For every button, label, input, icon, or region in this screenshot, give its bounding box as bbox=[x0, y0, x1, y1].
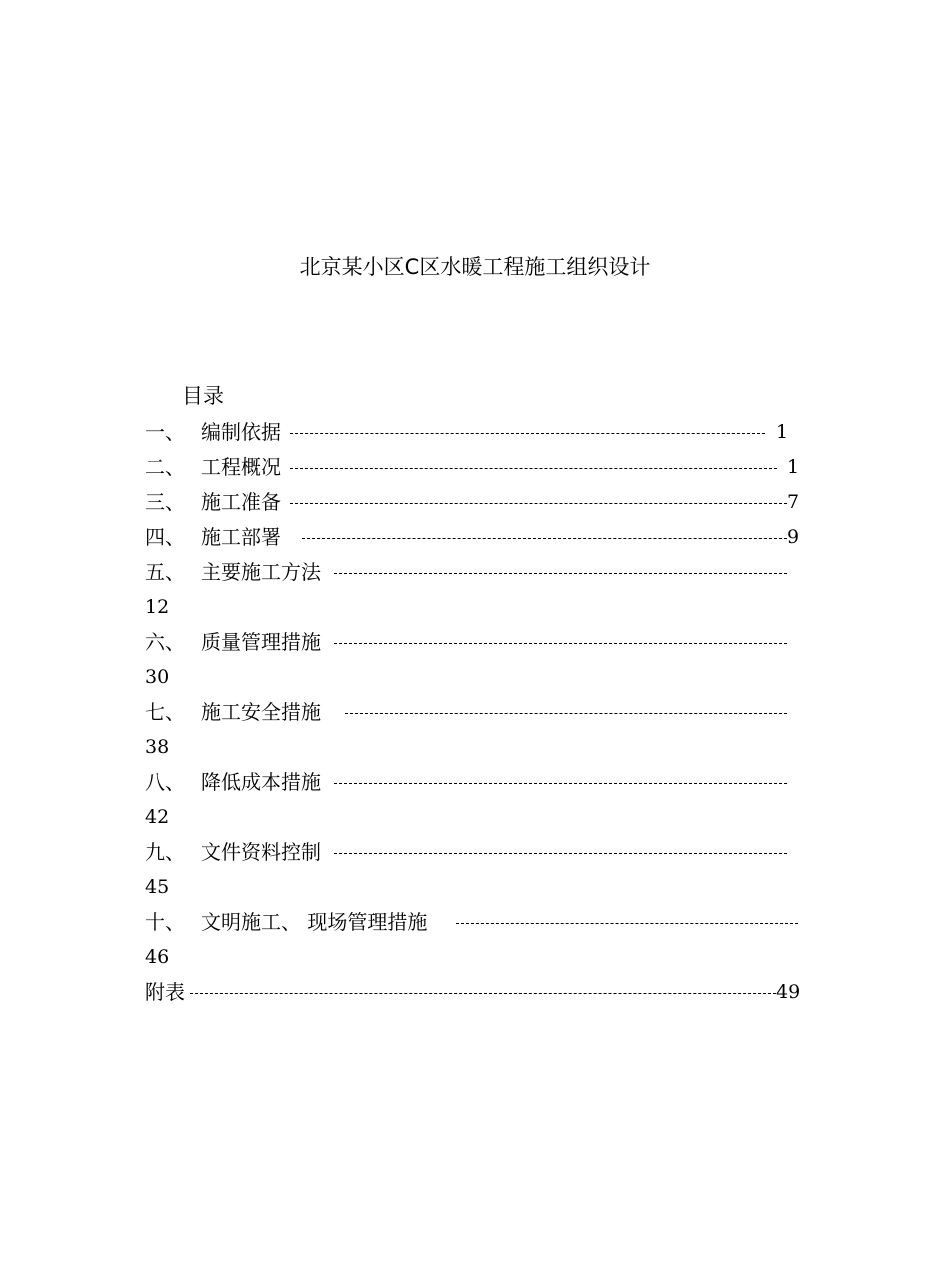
toc-heading: 目录 bbox=[182, 384, 224, 408]
toc-entry-page: 9 bbox=[787, 526, 800, 548]
toc-entry-label: 编制依据 bbox=[201, 420, 281, 444]
toc-entry-label: 施工安全措施 bbox=[201, 700, 321, 724]
toc-entry-number: 八、 bbox=[145, 770, 185, 794]
toc-entry-9[interactable] bbox=[145, 837, 805, 867]
toc-leader-dots bbox=[290, 503, 787, 504]
toc-leader-dots bbox=[334, 853, 787, 854]
toc-entry-1[interactable] bbox=[145, 417, 805, 447]
toc-entry-page: 49 bbox=[776, 981, 801, 1003]
toc-leader-dots bbox=[334, 783, 787, 784]
toc-entry-label: 文明施工、 现场管理措施 bbox=[201, 910, 428, 934]
toc-entry-label: 工程概况 bbox=[201, 455, 281, 479]
toc-leader-dots bbox=[334, 573, 787, 574]
toc-leader-dots bbox=[190, 993, 776, 994]
toc-entry-label: 降低成本措施 bbox=[201, 770, 321, 794]
toc-entry-page: 1 bbox=[776, 421, 789, 443]
toc-entry-page: 46 bbox=[145, 946, 170, 968]
toc-entry-number: 三、 bbox=[145, 490, 185, 514]
toc-entry-number: 九、 bbox=[145, 840, 185, 864]
toc-entry-label: 附表 bbox=[145, 980, 185, 1004]
toc-entry-6[interactable] bbox=[145, 627, 805, 657]
toc-entry-page: 1 bbox=[787, 456, 800, 478]
toc-leader-dots bbox=[345, 713, 787, 714]
toc-entry-page: 7 bbox=[787, 491, 800, 513]
toc-entry-7[interactable] bbox=[145, 697, 805, 727]
toc-entry-number: 六、 bbox=[145, 630, 185, 654]
toc-entry-number: 二、 bbox=[145, 455, 185, 479]
toc-leader-dots bbox=[334, 643, 787, 644]
toc-entry-label: 质量管理措施 bbox=[201, 630, 321, 654]
document-title: 北京某小区C区水暖工程施工组织设计 bbox=[299, 255, 651, 279]
toc-entry-2[interactable] bbox=[145, 452, 805, 482]
toc-entry-label: 施工准备 bbox=[201, 490, 281, 514]
toc-entry-4[interactable] bbox=[145, 522, 805, 552]
toc-entry-page: 30 bbox=[145, 666, 170, 688]
toc-entry-label: 主要施工方法 bbox=[201, 560, 321, 584]
toc-leader-dots bbox=[456, 923, 798, 924]
toc-entry-8[interactable] bbox=[145, 767, 805, 797]
toc-entry-number: 一、 bbox=[145, 420, 185, 444]
toc-entry-page: 38 bbox=[145, 736, 170, 758]
toc-entry-number: 七、 bbox=[145, 700, 185, 724]
toc-entry-number: 十、 bbox=[145, 910, 185, 934]
toc-entry-page: 42 bbox=[145, 806, 170, 828]
toc-leader-dots bbox=[290, 468, 777, 469]
toc-leader-dots bbox=[290, 433, 765, 434]
toc-entry-number: 四、 bbox=[145, 525, 185, 549]
toc-entry-number: 五、 bbox=[145, 560, 185, 584]
toc-entry-label: 文件资料控制 bbox=[201, 840, 321, 864]
toc-entry-5[interactable] bbox=[145, 557, 805, 587]
toc-entry-page: 45 bbox=[145, 876, 170, 898]
toc-entry-3[interactable] bbox=[145, 487, 805, 517]
toc-entry-appendix[interactable] bbox=[145, 977, 805, 1007]
toc-leader-dots bbox=[302, 538, 787, 539]
toc-entry-label: 施工部署 bbox=[201, 525, 281, 549]
toc-entry-10[interactable] bbox=[145, 907, 805, 937]
toc-entry-page: 12 bbox=[145, 596, 170, 618]
